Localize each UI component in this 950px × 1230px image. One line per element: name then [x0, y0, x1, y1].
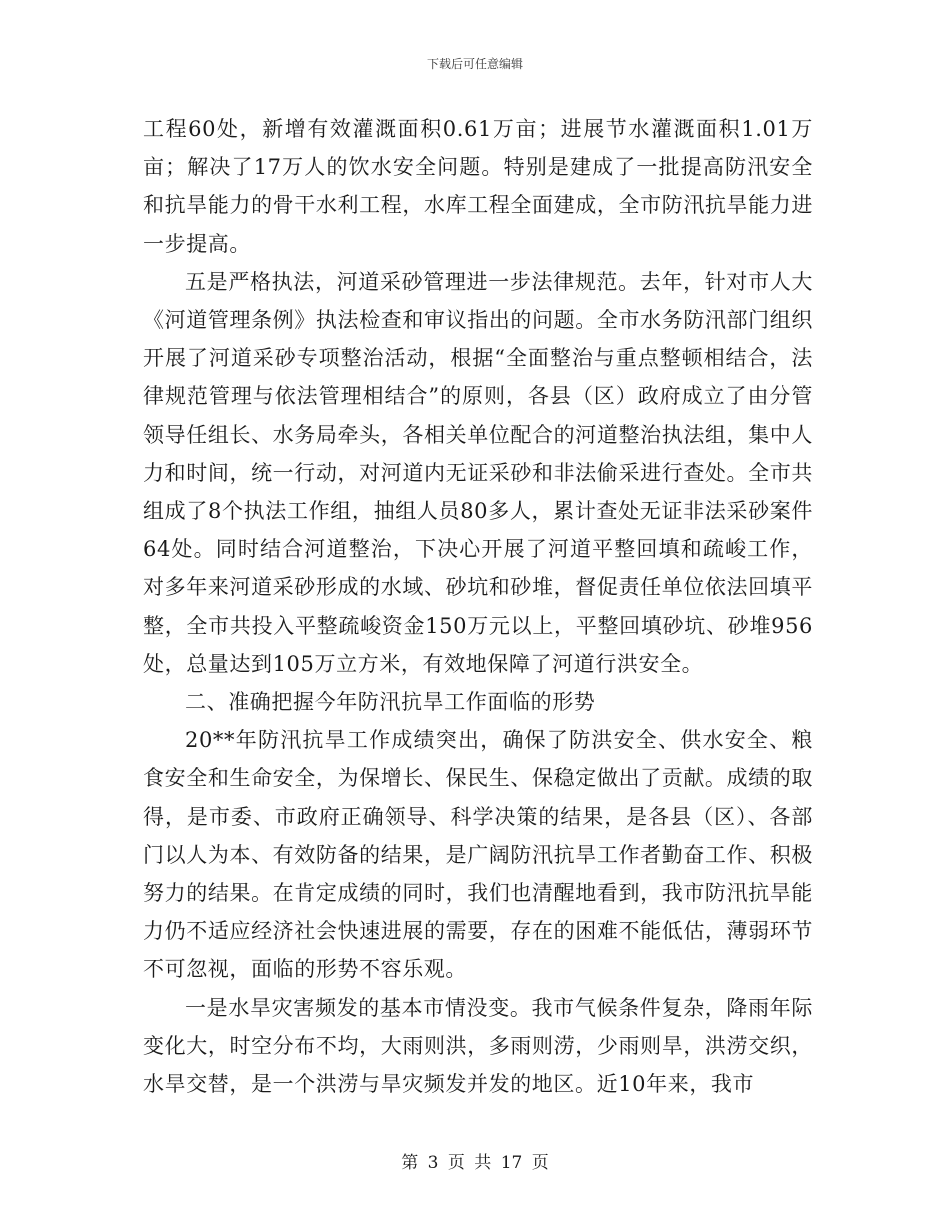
paragraph-continuation: 工程60处，新增有效灌溉面积0.61万亩；进展节水灌溉面积1.01万亩；解决了17万人的饮水安全问题。特别是建成了一批提高防汛安全和抗旱能力的骨干水利工程，水库工程全面建成，全市防汛抗旱能力进一步提高。	[143, 117, 813, 256]
paragraph-disaster-situation: 一是水旱灾害频发的基本市情没变。我市气候条件复杂，降雨年际变化大，时空分布不均，大雨则洪，多雨则涝，少雨则旱，洪涝交织，水旱交替，是一个洪涝与旱灾频发并发的地区。近10年来，我市	[143, 995, 813, 1097]
page-header: 下载后可任意编辑	[426, 57, 523, 71]
page-footer: 第 3 页 共 17 页	[401, 1153, 549, 1173]
section-heading: 二、准确把握今年防汛抗旱工作面临的形势	[185, 690, 596, 715]
paragraph-river-sand-management: 五是严格执法，河道采砂管理进一步法律规范。去年，针对市人大《河道管理条例》执法检查和审议指出的问题。全市水务防汛部门组织开展了河道采砂专项整治活动，根据“全面整治与重点整顿相结合，法律规范管理与依法管理相结合”的原则，各县（区）政府成立了由分管领导任组长、水务局牵头，各相关单位配合的河道整治执法组，集中人力和时间，统一行动，对河道内无证采砂和非法偷采进行查处。全市共组成了8个执法工作组，抽组人员80多人，累计查处无证非法采砂案件64处。同时结合河道整治，下决心开展了河道平整回填和疏峻工作，对多年来河道采砂形成的水域、砂坑和砂堆，督促责任单位依法回填平整，全市共投入平整疏峻资金150万元以上，平整回填砂坑、砂堆956处，总量达到105万立方米，有效地保障了河道行洪安全。	[143, 269, 813, 676]
paragraph-achievements: 20**年防汛抗旱工作成绩突出，确保了防洪安全、供水安全、粮食安全和生命安全，为保增长、保民生、保稳定做出了贡献。成绩的取得，是市委、市政府正确领导、科学决策的结果，是各县（区）、各部门以人为本、有效防备的结果，是广阔防汛抗旱工作者勤奋工作、积极努力的结果。在肯定成绩的同时，我们也清醒地看到，我市防汛抗旱能力仍不适应经济社会快速进展的需要，存在的困难不能低估，薄弱环节不可忽视，面临的形势不容乐观。	[143, 728, 813, 982]
document-body	[143, 110, 813, 1103]
